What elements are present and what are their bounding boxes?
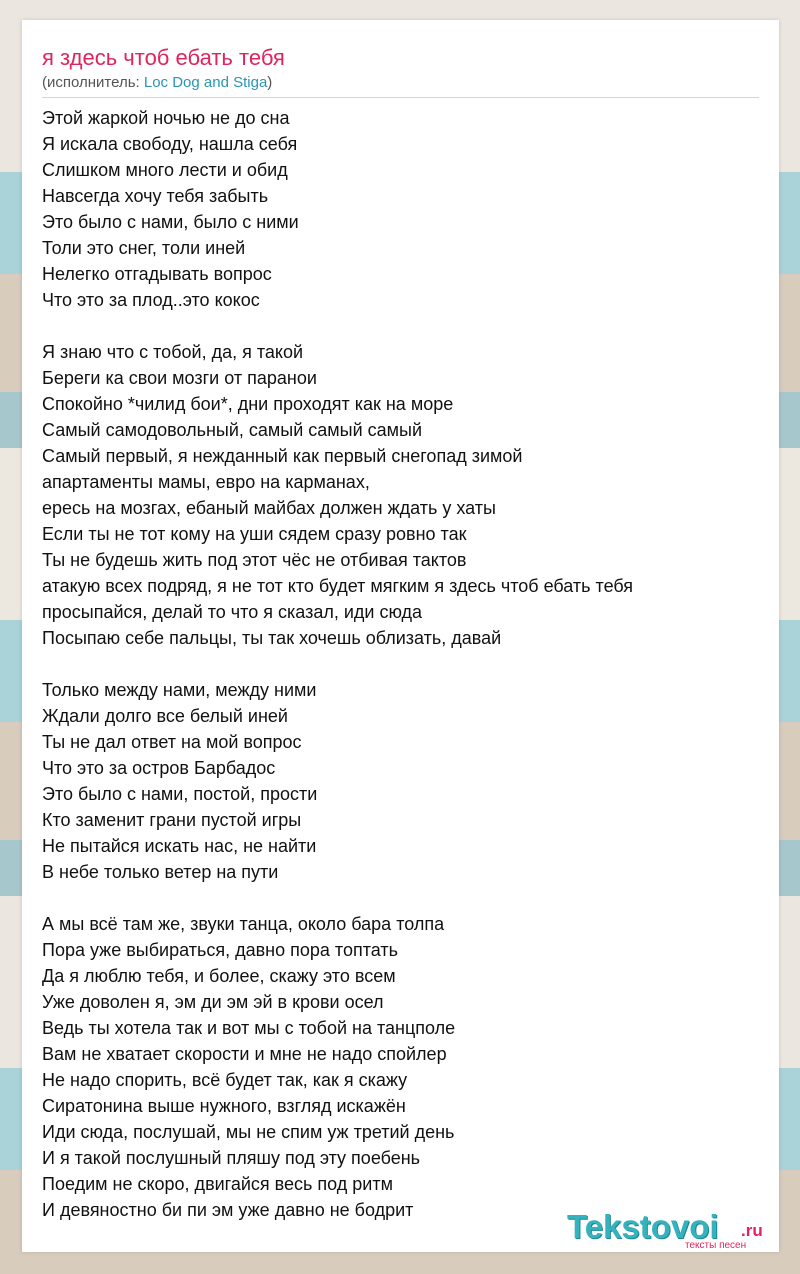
lyric-line: Поедим не скоро, двигайся весь под ритм (42, 1174, 393, 1194)
lyric-line: В небе только ветер на пути (42, 862, 279, 882)
lyric-line: Если ты не тот кому на уши сядем сразу ровно так (42, 524, 467, 544)
logo-subtitle: тексты песен (685, 1240, 747, 1251)
lyric-line: Что это за остров Барбадос (42, 758, 276, 778)
lyric-line: Да я люблю тебя, и более, скажу это всем (42, 966, 396, 986)
lyric-line: И девяностно би пи эм уже давно не бодрит (42, 1200, 414, 1220)
lyric-line: Посыпаю себе пальцы, ты так хочешь облизать, давай (42, 628, 502, 648)
lyric-line: Береги ка свои мозги от паранои (42, 368, 317, 388)
lyric-line: Самый самодовольный, самый самый самый (42, 420, 423, 440)
lyric-line: Ты не будешь жить под этот чёс не отбивая тактов (42, 550, 467, 570)
stanza-gap (42, 313, 762, 339)
lyric-line: Я знаю что с тобой, да, я такой (42, 342, 304, 362)
lyric-line: Пора уже выбираться, давно пора топтать (42, 940, 398, 960)
lyric-line: Что это за плод..это кокос (42, 290, 260, 310)
lyric-line: А мы всё там же, звуки танца, около бара толпа (42, 914, 445, 934)
lyrics-text (42, 105, 762, 1223)
lyric-line: Толи это снег, толи иней (42, 238, 246, 258)
lyric-line: Я искала свободу, нашла себя (42, 134, 298, 154)
lyric-line: Сиратонина выше нужного, взгляд искажён (42, 1096, 406, 1116)
lyric-line: Ведь ты хотела так и вот мы с тобой на танцполе (42, 1018, 456, 1038)
artist-suffix: ) (267, 74, 273, 91)
lyric-line: Ждали долго все белый иней (42, 706, 288, 726)
song-title: я здесь чтоб ебать тебя (42, 45, 285, 70)
lyric-line: апартаменты мамы, евро на карманах, (42, 472, 370, 492)
lyric-line: атакую всех подряд, я не тот кто будет мягким я здесь чтоб ебать тебя (42, 576, 634, 596)
lyric-line: Кто заменит грани пустой игры (42, 810, 302, 830)
lyric-line: Не пытайся искать нас, не найти (42, 836, 317, 856)
lyric-line: Нелегко отгадывать вопрос (42, 264, 272, 284)
lyric-line: Не надо спорить, всё будет так, как я скажу (42, 1070, 408, 1090)
lyric-line: Иди сюда, послушай, мы не спим уж третий день (42, 1122, 455, 1142)
lyric-line: И я такой послушный пляшу под эту поебень (42, 1148, 421, 1168)
lyric-line: Это было с нами, было с ними (42, 212, 299, 232)
lyric-line: Вам не хватает скорости и мне не надо спойлер (42, 1044, 447, 1064)
lyric-line: Ты не дал ответ на мой вопрос (42, 732, 302, 752)
lyric-line: Спокойно *чилид бои*, дни проходят как на море (42, 394, 454, 414)
lyric-line: Только между нами, между ними (42, 680, 317, 700)
lyric-line: Навсегда хочу тебя забыть (42, 186, 269, 206)
lyric-line: просыпайся, делай то что я сказал, иди сюда (42, 602, 423, 622)
site-logo[interactable] (567, 1208, 777, 1252)
lyric-line: Слишком много лести и обид (42, 160, 288, 180)
logo-domain: .ru (741, 1221, 763, 1240)
lyric-line: ересь на мозгах, ебаный майбах должен ждать у хаты (42, 498, 496, 518)
lyrics-card (22, 20, 779, 1252)
lyric-line: Самый первый, я нежданный как первый снегопад зимой (42, 446, 523, 466)
logo-wordmark: Tekstovoi (567, 1208, 719, 1245)
stanza-gap (42, 651, 762, 677)
artist-line (42, 73, 272, 93)
lyric-line: Это было с нами, постой, прости (42, 784, 318, 804)
title-divider (42, 97, 759, 98)
lyric-line: Уже доволен я, эм ди эм эй в крови осел (42, 992, 384, 1012)
artist-link[interactable]: Loc Dog and Stiga (143, 74, 268, 91)
artist-prefix: (исполнитель: (42, 74, 144, 91)
stanza-gap (42, 885, 762, 911)
lyric-line: Этой жаркой ночью не до сна (42, 108, 290, 128)
